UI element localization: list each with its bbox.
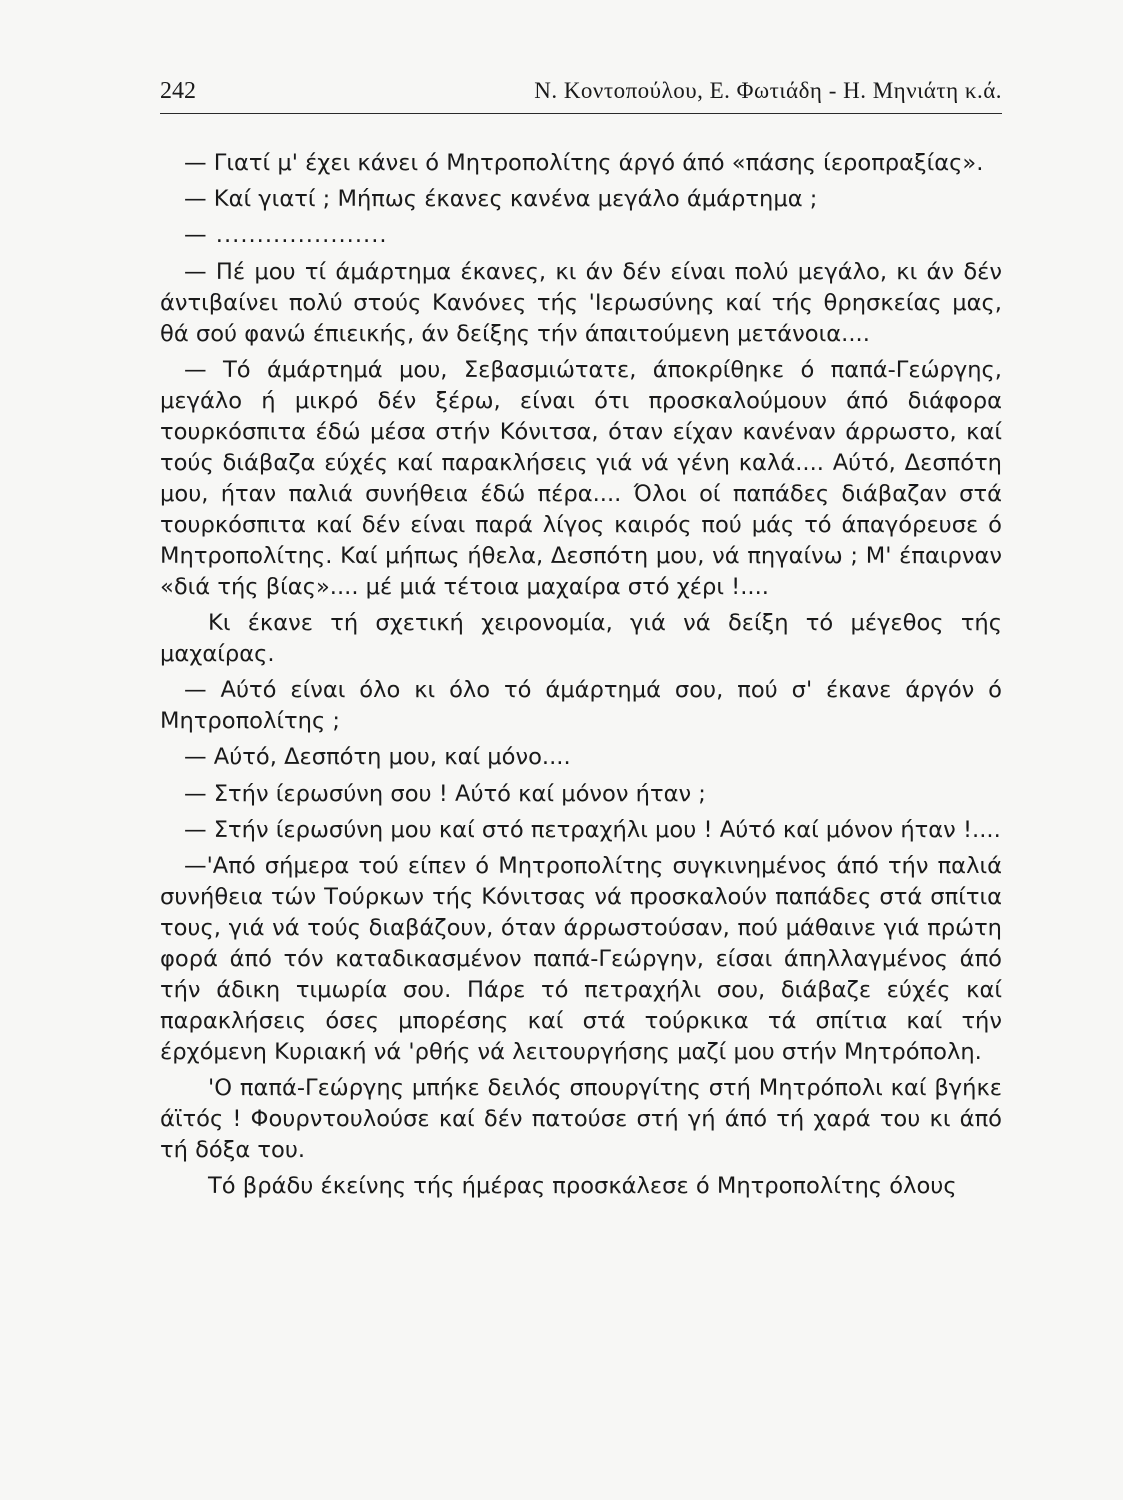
dialogue-paragraph: — Στήν ίερωσύνη σου ! Αύτό καί μόνον ήταν ;: [184, 780, 706, 807]
dialogue-paragraph: — .....................: [184, 222, 388, 249]
dialogue-paragraph: — Γιατί μ' έχει κάνει ό Μητροπολίτης άργό άπό «πάσης ίεροπραξίας».: [184, 150, 984, 176]
dialogue-paragraph: — Αύτό είναι όλο κι όλο τό άμάρτημά σου, πού σ' έκανε άργόν ό Μητροπολίτης ;: [160, 677, 1002, 735]
page-number: 242: [160, 78, 196, 104]
running-title: Ν. Κοντοπούλου, Ε. Φωτιάδη - Η. Μηνιάτη κ.ά.: [534, 78, 1002, 103]
body-text: [160, 148, 1002, 1202]
dialogue-paragraph: — Πέ μου τί άμάρτημα έκανες, κι άν δέν είναι πολύ μεγάλο, κι άν δέν άντιβαίνει πολύ στούς Κανόνες τής 'Ιερωσύνης καί τής θρησκείας μας, θά σού φανώ έπιεικής, άν δείξης τήν άπαιτούμενη μετάνοια....: [160, 258, 1002, 347]
dialogue-paragraph: — Τό άμάρτημά μου, Σεβασμιώτατε, άποκρίθηκε ό παπά-Γεώργης, μεγάλο ή μικρό δέν ξέρω, είναι ότι προσκαλούμουν άπό διάφορα τουρκόσπιτα έδώ μέσα στήν Κόνιτσα, όταν είχαν κανέναν άρρωστο, καί τούς διάβαζα εύχές καί παρακλήσεις γιά νά γένη καλά.... Αύτό, Δεσπότη μου, ήταν παλιά συνήθεια έδώ πέρα.... Όλοι οί παπάδες διάβαζαν στά τουρκόσπιτα καί δέν είναι παρά λίγος καιρός πού μάς τό άπαγόρευσε ό Μητροπολίτης. Καί μήπως ήθελα, Δεσπότη μου, νά πηγαίνω ; Μ' έπαιρναν «διά τής βίας».... μέ μιά τέτοια μαχαίρα στό χέρι !....: [160, 356, 1002, 600]
narrative-paragraph: 'Ο παπά-Γεώργης μπήκε δειλός σπουργίτης στή Μητρόπολι καί βγήκε άϊτός ! Φουρντουλούσε καί δέν πατούσε στή γή άπό τή χαρά του κι άπό τή δόξα του.: [160, 1075, 1002, 1164]
running-head: [160, 78, 1002, 114]
dialogue-paragraph: —'Από σήμερα τού είπεν ό Μητροπολίτης συγκινημένος άπό τήν παλιά συνήθεια τών Τούρκων τής Κόνιτσας νά προσκαλούν παπάδες στά σπίτια τους, γιά νά τούς διαβάζουν, όταν άρρωστούσαν, πού μάθαινε γιά πρώτη φορά άπό τόν καταδικασμένον παπά-Γεώργην, είσαι άπηλλαγμένος άπό τήν άδικη τιμωρία σου. Πάρε τό πετραχήλι σου, διάβαζε εύχές καί παρακλήσεις όσες μπορέσης καί στά τούρκικα τά σπίτια καί τήν έρχόμενη Κυριακή νά 'ρθής νά λειτουργήσης μαζί μου στήν Μητρόπολη.: [160, 852, 1002, 1065]
narrative-paragraph: Τό βράδυ έκείνης τής ήμέρας προσκάλεσε ό Μητροπολίτης όλους: [208, 1173, 957, 1200]
dialogue-paragraph: — Καί γιατί ; Μήπως έκανες κανένα μεγάλο άμάρτημα ;: [184, 186, 818, 213]
dialogue-paragraph: — Αύτό, Δεσπότη μου, καί μόνο....: [184, 744, 571, 771]
narrative-paragraph: Κι έκανε τή σχετική χειρονομία, γιά νά δείξη τό μέγεθος τής μαχαίρας.: [160, 609, 1002, 667]
book-page: [160, 78, 1002, 1207]
dialogue-paragraph: — Στήν ίερωσύνη μου καί στό πετραχήλι μου ! Αύτό καί μόνον ήταν !....: [184, 816, 1001, 843]
